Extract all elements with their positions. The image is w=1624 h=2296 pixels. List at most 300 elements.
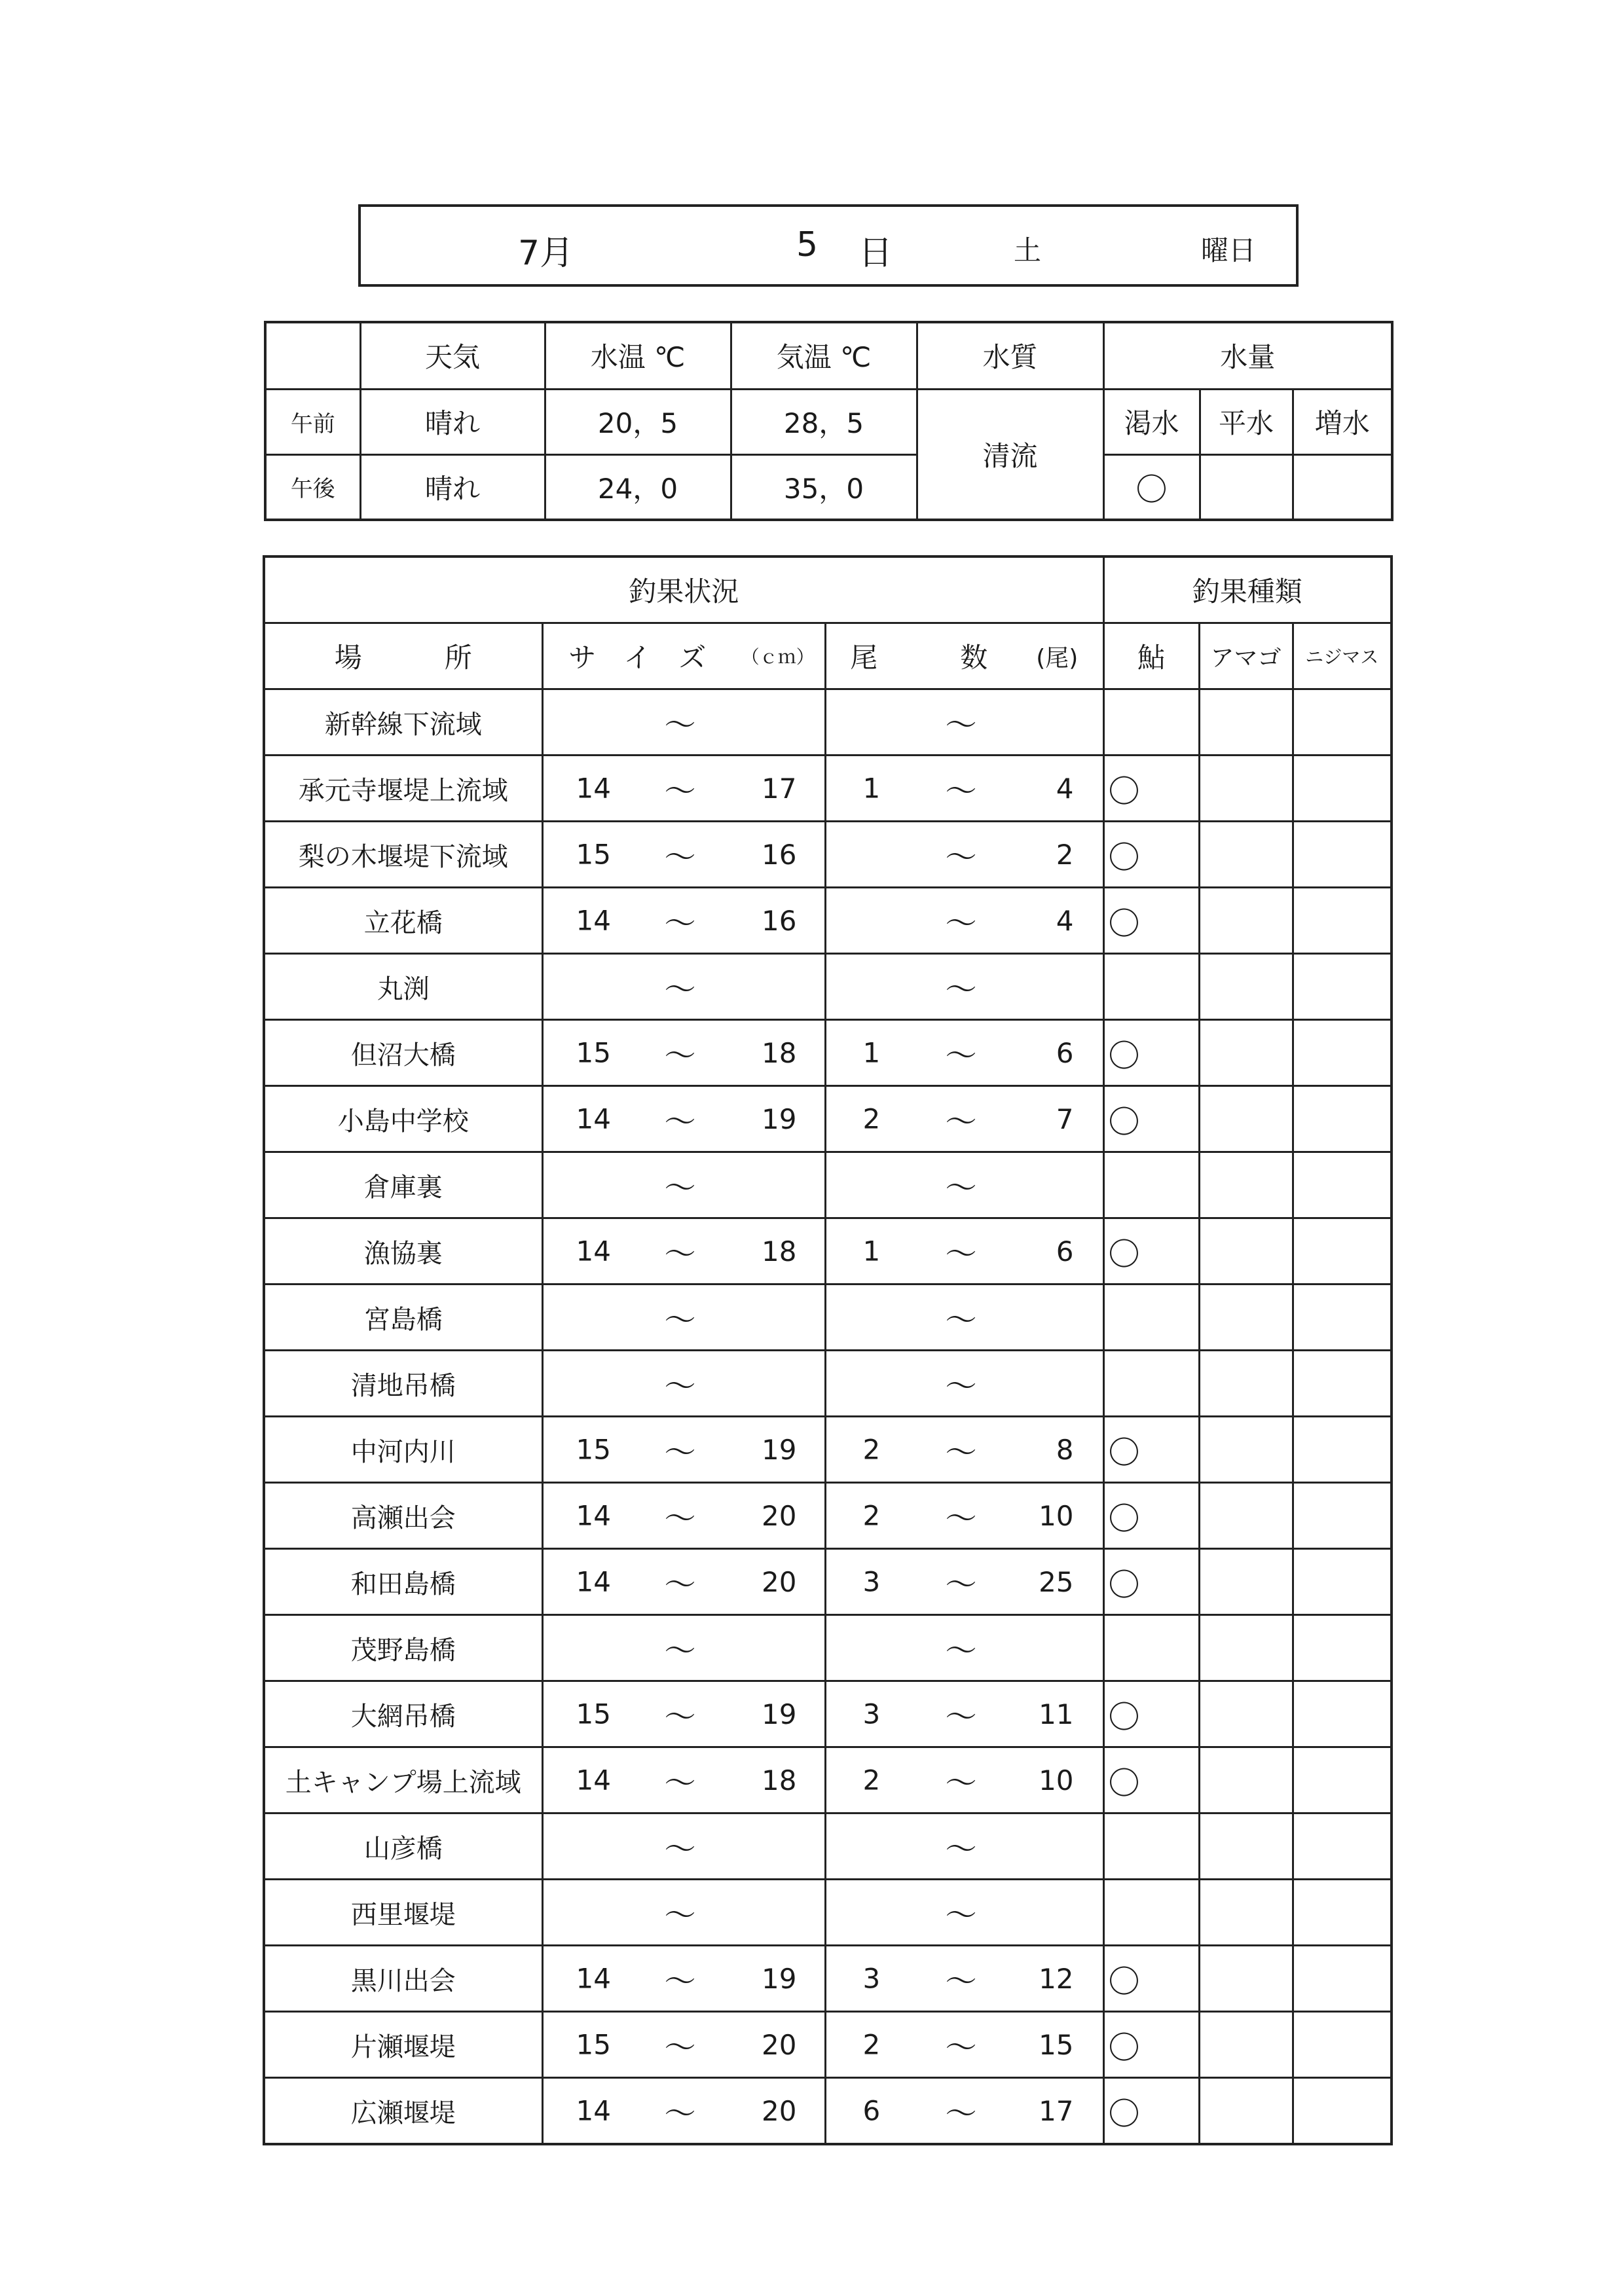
count-max (1012, 1880, 1103, 1946)
corner-cell (265, 322, 360, 389)
size-max (731, 1615, 825, 1681)
place-name: 片瀬堰堤 (264, 2012, 542, 2078)
size-min-cell (542, 1086, 731, 1152)
range-tilde: 〜 (664, 1897, 696, 1934)
table-row (264, 888, 1392, 954)
place-name: 立花橋 (264, 888, 542, 954)
header-weather: 天気 (360, 322, 545, 389)
amago-mark (1199, 888, 1293, 954)
amago-mark (1199, 1813, 1293, 1880)
amago-mark (1199, 822, 1293, 888)
count-max (1012, 1813, 1103, 1880)
ayu-mark (1103, 1615, 1199, 1681)
place-name: 山彦橋 (264, 1813, 542, 1880)
count-min-cell (825, 1813, 1012, 1880)
table-row (264, 756, 1392, 822)
rainbow-trout-mark (1293, 2012, 1392, 2078)
table-row (264, 1285, 1392, 1351)
ayu-mark (1103, 1152, 1199, 1218)
count-min-cell (825, 1218, 1012, 1285)
size-max (731, 1880, 825, 1946)
weekday: 土 (1014, 234, 1042, 266)
level-normal-mark (1200, 454, 1293, 520)
count-max (1012, 1152, 1103, 1218)
size-max: 17 (731, 756, 825, 822)
count-min-cell (825, 2078, 1012, 2145)
range-tilde: 〜 (664, 1368, 696, 1405)
size-min-cell (542, 2012, 731, 2078)
size-min-cell (542, 1615, 731, 1681)
place-name: 新幹線下流域 (264, 689, 542, 756)
month: 7月 (518, 234, 574, 273)
table-row (264, 1615, 1392, 1681)
range-tilde: 〜 (945, 773, 977, 810)
header-water-temp: 水温 ℃ (545, 322, 731, 389)
count-min: 1 (862, 1036, 881, 1069)
table-row (264, 1946, 1392, 2012)
range-tilde: 〜 (664, 1434, 696, 1471)
table-row (264, 1218, 1392, 1285)
size-min-cell (542, 1351, 731, 1417)
size-min-cell (542, 1946, 731, 2012)
table-row (264, 689, 1392, 756)
amago-mark (1199, 1681, 1293, 1747)
header-air-temp: 気温 ℃ (731, 322, 917, 389)
count-min-cell (825, 888, 1012, 954)
size-min: 14 (576, 1764, 611, 1796)
count-max: 15 (1012, 2012, 1103, 2078)
ayu-mark (1103, 1285, 1199, 1351)
range-tilde: 〜 (945, 1103, 977, 1140)
count-min: 2 (862, 1764, 881, 1796)
range-tilde: 〜 (664, 1235, 696, 1273)
count-min-cell (825, 1880, 1012, 1946)
range-tilde: 〜 (945, 2095, 977, 2132)
range-tilde: 〜 (945, 1632, 977, 1669)
col-size: サ イ ズ (542, 623, 731, 689)
range-tilde: 〜 (945, 1963, 977, 2000)
size-min-cell (542, 822, 731, 888)
range-tilde: 〜 (945, 1831, 977, 1868)
count-max (1012, 1615, 1103, 1681)
rainbow-trout-mark (1293, 954, 1392, 1020)
amago-mark (1199, 1020, 1293, 1086)
count-max (1012, 1285, 1103, 1351)
count-min-cell (825, 2012, 1012, 2078)
range-tilde: 〜 (664, 1963, 696, 2000)
range-tilde: 〜 (945, 1500, 977, 1537)
count-min: 3 (862, 1698, 881, 1730)
count-min: 2 (862, 2028, 881, 2061)
range-tilde: 〜 (945, 706, 977, 744)
count-min-cell (825, 1946, 1012, 2012)
size-max: 19 (731, 1946, 825, 2012)
rainbow-trout-mark (1293, 1086, 1392, 1152)
amago-mark (1199, 954, 1293, 1020)
ayu-mark (1103, 1880, 1199, 1946)
table-row (264, 1086, 1392, 1152)
col-count: 尾 数 (825, 623, 1012, 689)
count-min: 6 (862, 2094, 881, 2127)
water-temp-pm: 24，0 (545, 454, 731, 520)
count-max: 10 (1012, 1747, 1103, 1813)
size-max (731, 1351, 825, 1417)
rainbow-trout-mark (1293, 1483, 1392, 1549)
size-max (731, 1813, 825, 1880)
count-min: 1 (862, 1235, 881, 1267)
range-tilde: 〜 (664, 1500, 696, 1537)
range-tilde: 〜 (945, 971, 977, 1008)
count-max: 2 (1012, 822, 1103, 888)
rainbow-trout-mark (1293, 1747, 1392, 1813)
rainbow-trout-mark (1293, 1946, 1392, 2012)
size-max: 20 (731, 2078, 825, 2145)
size-min-cell (542, 1813, 731, 1880)
count-max: 8 (1012, 1417, 1103, 1483)
place-name: 承元寺堰堤上流域 (264, 756, 542, 822)
weekday-suffix: 曜日 (1201, 234, 1257, 266)
size-max (731, 954, 825, 1020)
size-min: 14 (576, 1565, 611, 1598)
catch-species-title: 釣果種類 (1103, 556, 1392, 623)
amago-mark (1199, 1747, 1293, 1813)
ayu-mark (1103, 1351, 1199, 1417)
ayu-mark (1103, 1813, 1199, 1880)
range-tilde: 〜 (664, 1764, 696, 1802)
range-tilde: 〜 (945, 905, 977, 942)
size-min-cell (542, 1285, 731, 1351)
count-min-cell (825, 1020, 1012, 1086)
size-min: 14 (576, 904, 611, 937)
amago-mark (1199, 1351, 1293, 1417)
range-tilde: 〜 (664, 1831, 696, 1868)
size-min-cell (542, 689, 731, 756)
size-min-cell (542, 2078, 731, 2145)
table-row (264, 2078, 1392, 2145)
amago-mark (1199, 1946, 1293, 2012)
count-min-cell (825, 1152, 1012, 1218)
rainbow-trout-mark (1293, 1549, 1392, 1615)
count-min: 3 (862, 1565, 881, 1598)
count-max (1012, 1351, 1103, 1417)
size-min-cell (542, 1747, 731, 1813)
rainbow-trout-mark (1293, 822, 1392, 888)
catch-status-title: 釣果状況 (264, 556, 1103, 623)
rainbow-trout-mark (1293, 1351, 1392, 1417)
weather-table (264, 321, 1393, 521)
amago-mark (1199, 2078, 1293, 2145)
level-high-mark (1293, 454, 1392, 520)
range-tilde: 〜 (664, 2029, 696, 2066)
count-max (1012, 954, 1103, 1020)
count-min-cell (825, 689, 1012, 756)
size-min: 14 (576, 1499, 611, 1532)
count-min: 2 (862, 1102, 881, 1135)
place-name: 清地吊橋 (264, 1351, 542, 1417)
size-max (731, 1285, 825, 1351)
ayu-mark: 〇 (1103, 1747, 1199, 1813)
rainbow-trout-mark (1293, 1615, 1392, 1681)
range-tilde: 〜 (664, 1169, 696, 1207)
level-normal-label: 平水 (1200, 389, 1293, 454)
range-tilde: 〜 (945, 2029, 977, 2066)
count-max: 11 (1012, 1681, 1103, 1747)
count-min-cell (825, 1417, 1012, 1483)
amago-mark (1199, 1152, 1293, 1218)
ayu-mark (1103, 689, 1199, 756)
count-min-cell (825, 1351, 1012, 1417)
rainbow-trout-mark (1293, 689, 1392, 756)
place-name: 中河内川 (264, 1417, 542, 1483)
table-row (264, 2012, 1392, 2078)
size-min: 14 (576, 2094, 611, 2127)
ayu-mark: 〇 (1103, 888, 1199, 954)
ayu-mark: 〇 (1103, 822, 1199, 888)
amago-mark (1199, 1285, 1293, 1351)
size-min-cell (542, 1152, 731, 1218)
size-min-cell (542, 1218, 731, 1285)
ayu-mark: 〇 (1103, 1549, 1199, 1615)
col-place: 場 所 (264, 623, 542, 689)
rainbow-trout-mark (1293, 1285, 1392, 1351)
range-tilde: 〜 (945, 1302, 977, 1339)
ayu-mark: 〇 (1103, 2012, 1199, 2078)
range-tilde: 〜 (664, 971, 696, 1008)
water-temp-am: 20，5 (545, 389, 731, 454)
count-min-cell (825, 1086, 1012, 1152)
size-min: 15 (576, 1698, 611, 1730)
ayu-mark: 〇 (1103, 1020, 1199, 1086)
size-max: 16 (731, 888, 825, 954)
range-tilde: 〜 (664, 1103, 696, 1140)
species-rainbow-trout: ニジマス (1293, 623, 1392, 689)
period-pm: 午後 (265, 454, 360, 520)
day: 5 (796, 225, 819, 264)
count-min-cell (825, 954, 1012, 1020)
count-min-cell (825, 1681, 1012, 1747)
range-tilde: 〜 (945, 1368, 977, 1405)
period-am: 午前 (265, 389, 360, 454)
level-high-label: 増水 (1293, 389, 1392, 454)
col-count-unit: (尾) (1012, 623, 1103, 689)
place-name: 宮島橋 (264, 1285, 542, 1351)
count-max: 10 (1012, 1483, 1103, 1549)
count-min-cell (825, 1285, 1012, 1351)
table-row (264, 954, 1392, 1020)
size-min: 15 (576, 1036, 611, 1069)
place-name: 高瀬出会 (264, 1483, 542, 1549)
count-min-cell (825, 1483, 1012, 1549)
amago-mark (1199, 689, 1293, 756)
level-low-mark: 〇 (1103, 454, 1200, 520)
species-ayu: 鮎 (1103, 623, 1199, 689)
amago-mark (1199, 1483, 1293, 1549)
size-max: 20 (731, 1483, 825, 1549)
range-tilde: 〜 (945, 1434, 977, 1471)
table-row (264, 1549, 1392, 1615)
place-name: 丸渕 (264, 954, 542, 1020)
ayu-mark (1103, 954, 1199, 1020)
size-min-cell (542, 1483, 731, 1549)
range-tilde: 〜 (945, 1037, 977, 1074)
size-min-cell (542, 888, 731, 954)
count-min-cell (825, 822, 1012, 888)
count-max: 6 (1012, 1020, 1103, 1086)
count-max: 12 (1012, 1946, 1103, 2012)
size-min: 14 (576, 772, 611, 805)
rainbow-trout-mark (1293, 1880, 1392, 1946)
range-tilde: 〜 (664, 905, 696, 942)
amago-mark (1199, 1218, 1293, 1285)
air-temp-pm: 35，0 (731, 454, 917, 520)
header-water-quality: 水質 (917, 322, 1103, 389)
place-name: 漁協裏 (264, 1218, 542, 1285)
count-min-cell (825, 756, 1012, 822)
water-quality-value: 清流 (917, 389, 1103, 520)
amago-mark (1199, 1549, 1293, 1615)
species-amago: アマゴ (1199, 623, 1293, 689)
table-row (264, 1020, 1392, 1086)
size-max: 18 (731, 1218, 825, 1285)
count-max: 7 (1012, 1086, 1103, 1152)
size-min-cell (542, 954, 731, 1020)
size-min: 14 (576, 1962, 611, 1995)
amago-mark (1199, 756, 1293, 822)
rainbow-trout-mark (1293, 1813, 1392, 1880)
size-max: 18 (731, 1747, 825, 1813)
size-max (731, 689, 825, 756)
count-min: 1 (862, 772, 881, 805)
table-row (264, 1681, 1392, 1747)
place-name: 広瀬堰堤 (264, 2078, 542, 2145)
range-tilde: 〜 (945, 839, 977, 876)
ayu-mark: 〇 (1103, 1946, 1199, 2012)
ayu-mark: 〇 (1103, 756, 1199, 822)
rainbow-trout-mark (1293, 1152, 1392, 1218)
count-max: 4 (1012, 756, 1103, 822)
amago-mark (1199, 1086, 1293, 1152)
ayu-mark: 〇 (1103, 1681, 1199, 1747)
place-name: 土キャンプ場上流域 (264, 1747, 542, 1813)
size-max: 20 (731, 1549, 825, 1615)
size-min: 14 (576, 1102, 611, 1135)
rainbow-trout-mark (1293, 888, 1392, 954)
range-tilde: 〜 (945, 1566, 977, 1603)
size-min-cell (542, 1417, 731, 1483)
rainbow-trout-mark (1293, 2078, 1392, 2145)
weather-am: 晴れ (360, 389, 545, 454)
count-max: 6 (1012, 1218, 1103, 1285)
amago-mark (1199, 1880, 1293, 1946)
date-header (358, 204, 1299, 287)
size-min: 14 (576, 1235, 611, 1267)
place-name: 小島中学校 (264, 1086, 542, 1152)
place-name: 但沼大橋 (264, 1020, 542, 1086)
count-min-cell (825, 1747, 1012, 1813)
ayu-mark: 〇 (1103, 1483, 1199, 1549)
range-tilde: 〜 (664, 2095, 696, 2132)
size-min-cell (542, 1549, 731, 1615)
size-max: 20 (731, 2012, 825, 2078)
count-min-cell (825, 1615, 1012, 1681)
size-min-cell (542, 1880, 731, 1946)
range-tilde: 〜 (945, 1698, 977, 1736)
size-min: 15 (576, 838, 611, 871)
air-temp-am: 28，5 (731, 389, 917, 454)
weather-pm: 晴れ (360, 454, 545, 520)
size-max: 19 (731, 1086, 825, 1152)
count-min: 2 (862, 1433, 881, 1466)
rainbow-trout-mark (1293, 1417, 1392, 1483)
range-tilde: 〜 (945, 1897, 977, 1934)
place-name: 西里堰堤 (264, 1880, 542, 1946)
size-max: 19 (731, 1417, 825, 1483)
range-tilde: 〜 (664, 1698, 696, 1736)
range-tilde: 〜 (664, 1632, 696, 1669)
range-tilde: 〜 (664, 1302, 696, 1339)
size-min: 15 (576, 2028, 611, 2061)
amago-mark (1199, 1417, 1293, 1483)
size-min-cell (542, 1020, 731, 1086)
size-min: 15 (576, 1433, 611, 1466)
count-max: 4 (1012, 888, 1103, 954)
catch-table (263, 555, 1393, 2145)
size-max: 16 (731, 822, 825, 888)
size-max: 19 (731, 1681, 825, 1747)
level-low-label: 渇水 (1103, 389, 1200, 454)
place-name: 和田島橋 (264, 1549, 542, 1615)
table-row (264, 1152, 1392, 1218)
range-tilde: 〜 (664, 773, 696, 810)
range-tilde: 〜 (664, 1037, 696, 1074)
size-min-cell (542, 1681, 731, 1747)
count-max: 25 (1012, 1549, 1103, 1615)
day-suffix: 日 (858, 234, 893, 273)
rainbow-trout-mark (1293, 1020, 1392, 1086)
range-tilde: 〜 (664, 706, 696, 744)
amago-mark (1199, 2012, 1293, 2078)
count-min-cell (825, 1549, 1012, 1615)
header-water-level: 水量 (1103, 322, 1392, 389)
ayu-mark: 〇 (1103, 1086, 1199, 1152)
size-max (731, 1152, 825, 1218)
place-name: 大網吊橋 (264, 1681, 542, 1747)
count-min: 2 (862, 1499, 881, 1532)
ayu-mark: 〇 (1103, 1218, 1199, 1285)
table-row (264, 1417, 1392, 1483)
size-min-cell (542, 756, 731, 822)
range-tilde: 〜 (945, 1235, 977, 1273)
col-size-unit: （ｃｍ） (731, 623, 825, 689)
table-row (264, 1747, 1392, 1813)
ayu-mark: 〇 (1103, 2078, 1199, 2145)
rainbow-trout-mark (1293, 756, 1392, 822)
count-min: 3 (862, 1962, 881, 1995)
range-tilde: 〜 (664, 1566, 696, 1603)
place-name: 黒川出会 (264, 1946, 542, 2012)
place-name: 梨の木堰堤下流域 (264, 822, 542, 888)
table-row (264, 1813, 1392, 1880)
size-max: 18 (731, 1020, 825, 1086)
rainbow-trout-mark (1293, 1218, 1392, 1285)
place-name: 倉庫裏 (264, 1152, 542, 1218)
amago-mark (1199, 1615, 1293, 1681)
table-row (264, 1483, 1392, 1549)
range-tilde: 〜 (945, 1764, 977, 1802)
count-max (1012, 689, 1103, 756)
table-row (264, 822, 1392, 888)
range-tilde: 〜 (664, 839, 696, 876)
